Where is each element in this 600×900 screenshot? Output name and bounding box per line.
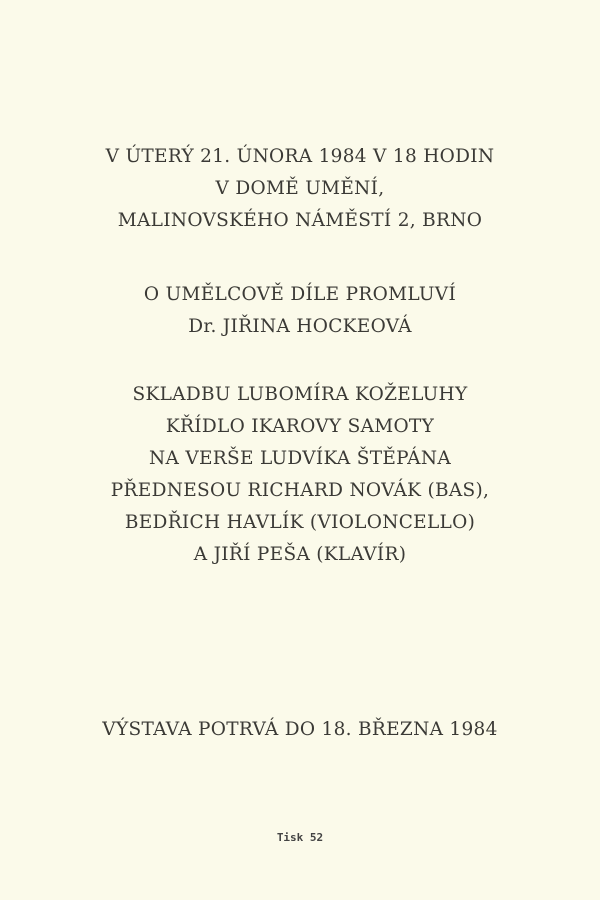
speaker-intro-line: O UMĚLCOVĚ DÍLE PROMLUVÍ	[143, 284, 457, 305]
speaker-name-line: Dr. JIŘINA HOCKEOVÁ	[188, 316, 412, 337]
music-details	[0, 379, 600, 571]
music-line: PŘEDNESOU RICHARD NOVÁK (BAS),	[110, 480, 490, 501]
exhibition-details	[0, 714, 600, 746]
event-address-line: MALINOVSKÉHO NÁMĚSTÍ 2, BRNO	[117, 210, 483, 231]
print-note: Tisk 52	[276, 831, 324, 844]
music-line: SKLADBU LUBOMÍRA KOŽELUHY	[132, 384, 468, 405]
music-line: NA VERŠE LUDVÍKA ŠTĚPÁNA	[148, 448, 451, 469]
event-details	[0, 141, 600, 237]
event-venue-line: V DOMĚ UMĚNÍ,	[215, 178, 385, 199]
event-date-line: V ÚTERÝ 21. ÚNORA 1984 V 18 HODIN	[105, 146, 495, 167]
music-line: KŘÍDLO IKAROVY SAMOTY	[165, 416, 435, 437]
exhibition-end-line: VÝSTAVA POTRVÁ DO 18. BŘEZNA 1984	[102, 719, 498, 740]
music-line: BEDŘICH HAVLÍK (VIOLONCELLO)	[124, 512, 476, 533]
speaker-details	[0, 279, 600, 343]
music-line: A JIŘÍ PEŠA (KLAVÍR)	[193, 544, 407, 565]
